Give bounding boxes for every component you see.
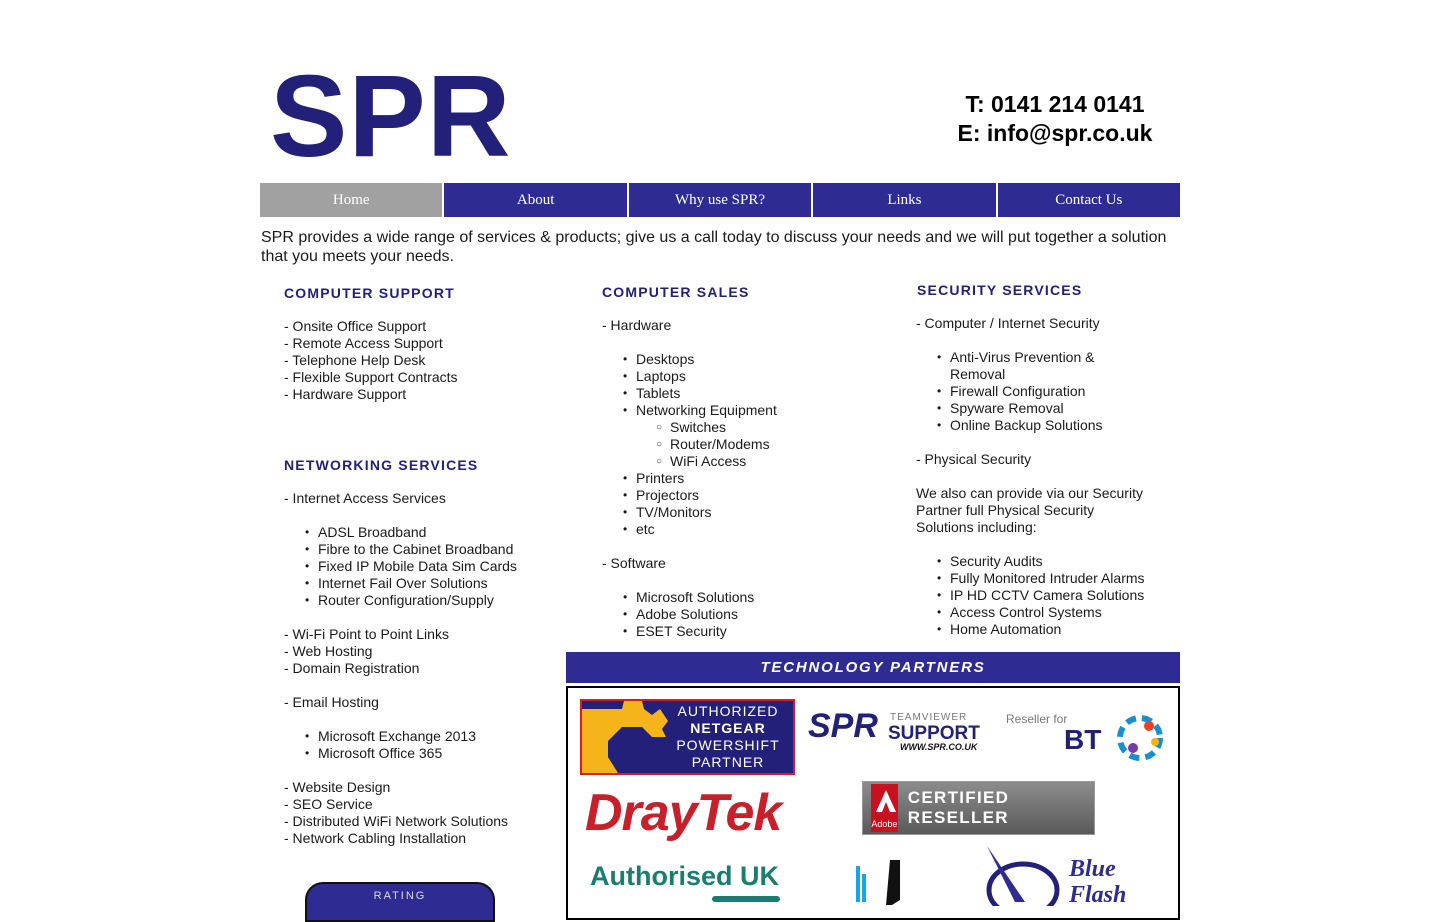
list-item: • Fully Monitored Intruder Alarms [916, 570, 1166, 587]
bt-reseller-logo[interactable] [1000, 708, 1170, 763]
list-item: • Fixed IP Mobile Data Sim Cards [284, 558, 554, 575]
list-item: - Website Design [284, 779, 391, 795]
bt-text: BT [1064, 724, 1102, 755]
list-item: ○ Switches [602, 419, 882, 436]
blue-flash-swoosh-icon [985, 846, 1065, 906]
adobe-certified-reseller-logo[interactable] [862, 781, 1095, 835]
networking-equipment-sublist [602, 419, 882, 470]
partner-logo-partial[interactable] [852, 860, 912, 905]
email-address[interactable]: E: info@spr.co.uk [957, 120, 1153, 146]
spr-support-url: WWW.SPR.CO.UK [900, 742, 978, 752]
list-item: - Web Hosting [284, 643, 373, 659]
computer-support-heading: COMPUTER SUPPORT [284, 285, 455, 301]
list-item: - Distributed WiFi Network Solutions [284, 813, 509, 829]
list-item: • TV/Monitors [602, 504, 882, 521]
computer-sales-heading: COMPUTER SALES [602, 284, 750, 300]
list-item-text: Removal [950, 366, 1006, 382]
blue-flash-text [1069, 856, 1126, 908]
software-list [602, 589, 882, 640]
blue-flash-logo[interactable] [985, 846, 1145, 906]
list-item: • ESET Security [602, 623, 882, 640]
spr-support-teamviewer: TEAMVIEWER [890, 712, 968, 723]
netgear-line: NETGEAR [690, 720, 766, 736]
list-item: • Printers [602, 470, 882, 487]
list-item: • IP HD CCTV Camera Solutions [916, 587, 1166, 604]
authorised-uk-underline [712, 896, 780, 902]
partial-logo-icon [852, 860, 912, 905]
list-item: • Fibre to the Cabinet Broadband [284, 541, 554, 558]
computer-support-list [284, 318, 554, 403]
list-item: • Online Backup Solutions [916, 417, 1166, 434]
list-item: • Spyware Removal [916, 400, 1166, 417]
list-item: • Microsoft Solutions [602, 589, 882, 606]
bt-globe-icon [1115, 712, 1165, 762]
intro-text: SPR provides a wide range of services & products; give us a call today to discuss your needs and we will put together a solution that you meets your needs. [261, 229, 1167, 265]
netgear-text [668, 703, 788, 771]
partner-text: We also can provide via our Security [916, 485, 1143, 501]
list-item: • Microsoft Office 365 [284, 745, 554, 762]
list-item: - Network Cabling Installation [284, 830, 467, 846]
adobe-mark-icon [871, 784, 898, 832]
list-item: • Desktops [602, 351, 882, 368]
authorised-uk-logo[interactable]: Authorised UK [590, 861, 779, 891]
list-item: ○ WiFi Access [602, 453, 882, 470]
list-item: • Projectors [602, 487, 882, 504]
list-item: - Physical Security [916, 451, 1032, 467]
list-item: • Internet Fail Over Solutions [284, 575, 554, 592]
spr-support-support: SUPPORT [888, 723, 980, 744]
list-item: ○ Router/Modems [602, 436, 882, 453]
hardware-list-continued [602, 470, 882, 538]
security-heading: SECURITY SERVICES [917, 282, 1083, 298]
list-item: - Computer / Internet Security [916, 315, 1100, 331]
list-item: - Flexible Support Contracts [284, 369, 458, 385]
list-item: • Access Control Systems [916, 604, 1166, 621]
bt-reseller-text: Reseller for [1006, 712, 1068, 726]
list-item: • Home Automation [916, 621, 1166, 638]
list-item-continued [916, 366, 1166, 383]
list-item: - Telephone Help Desk [284, 352, 426, 368]
contact-info [940, 90, 1170, 148]
list-item: - Internet Access Services [284, 490, 446, 506]
list-item: - Onsite Office Support [284, 318, 427, 334]
networking-heading: NETWORKING SERVICES [284, 457, 479, 473]
list-item: - Remote Access Support [284, 335, 443, 351]
list-item: - Domain Registration [284, 660, 420, 676]
list-item: - SEO Service [284, 796, 373, 812]
adobe-certified-text: CERTIFIED RESELLER [907, 788, 1010, 827]
main-nav [260, 183, 1180, 217]
list-item: • Router Configuration/Supply [284, 592, 554, 609]
list-item: • Anti-Virus Prevention & [916, 349, 1166, 366]
list-item: • etc [602, 521, 882, 538]
partner-text: Partner full Physical Security [916, 502, 1095, 518]
nav-home[interactable]: Home [260, 183, 442, 217]
draytek-logo[interactable]: DrayTek [585, 784, 782, 842]
adobe-a-icon [876, 790, 896, 812]
list-item: • Adobe Solutions [602, 606, 882, 623]
computer-sales-list [602, 317, 882, 640]
list-item: - Software [602, 555, 666, 571]
list-item: - Wi-Fi Point to Point Links [284, 626, 449, 642]
netgear-line: PARTNER [691, 754, 765, 770]
nav-about[interactable]: About [444, 183, 626, 217]
list-item: - Hardware Support [284, 386, 407, 402]
security-list [916, 315, 1166, 638]
nav-contact-us[interactable]: Contact Us [998, 183, 1180, 217]
rating-badge[interactable]: RATING [305, 882, 495, 922]
netgear-partner-logo[interactable] [580, 699, 795, 775]
blue-flash-line: Blue [1069, 856, 1116, 882]
netgear-line: POWERSHIFT [676, 737, 780, 753]
spr-support-logo[interactable] [808, 708, 988, 758]
nav-why-use-spr[interactable]: Why use SPR? [629, 183, 811, 217]
list-item: • Tablets [602, 385, 882, 402]
list-item: - Email Hosting [284, 694, 379, 710]
email-hosting-list [284, 728, 554, 762]
technology-partners-heading: TECHNOLOGY PARTNERS [566, 652, 1180, 683]
internet-services-list [284, 524, 554, 609]
list-item: • Networking Equipment [602, 402, 882, 419]
phone-number[interactable]: T: 0141 214 0141 [965, 91, 1145, 117]
list-item: • Microsoft Exchange 2013 [284, 728, 554, 745]
list-item: - Hardware [602, 317, 672, 333]
list-item: • Laptops [602, 368, 882, 385]
spr-support-spr: SPR [808, 707, 878, 745]
computer-security-list [916, 349, 1166, 434]
adobe-word: Adobe [871, 819, 898, 829]
nav-links[interactable]: Links [813, 183, 995, 217]
partner-text: Solutions including: [916, 519, 1037, 535]
list-item: • ADSL Broadband [284, 524, 554, 541]
site-logo[interactable]: SPR [270, 51, 512, 181]
physical-security-list [916, 553, 1166, 638]
blue-flash-line: Flash [1069, 882, 1127, 908]
list-item: • Security Audits [916, 553, 1166, 570]
netgear-line: AUTHORIZED [677, 703, 779, 719]
hardware-list [602, 351, 882, 419]
list-item: • Firewall Configuration [916, 383, 1166, 400]
networking-list [284, 490, 554, 847]
